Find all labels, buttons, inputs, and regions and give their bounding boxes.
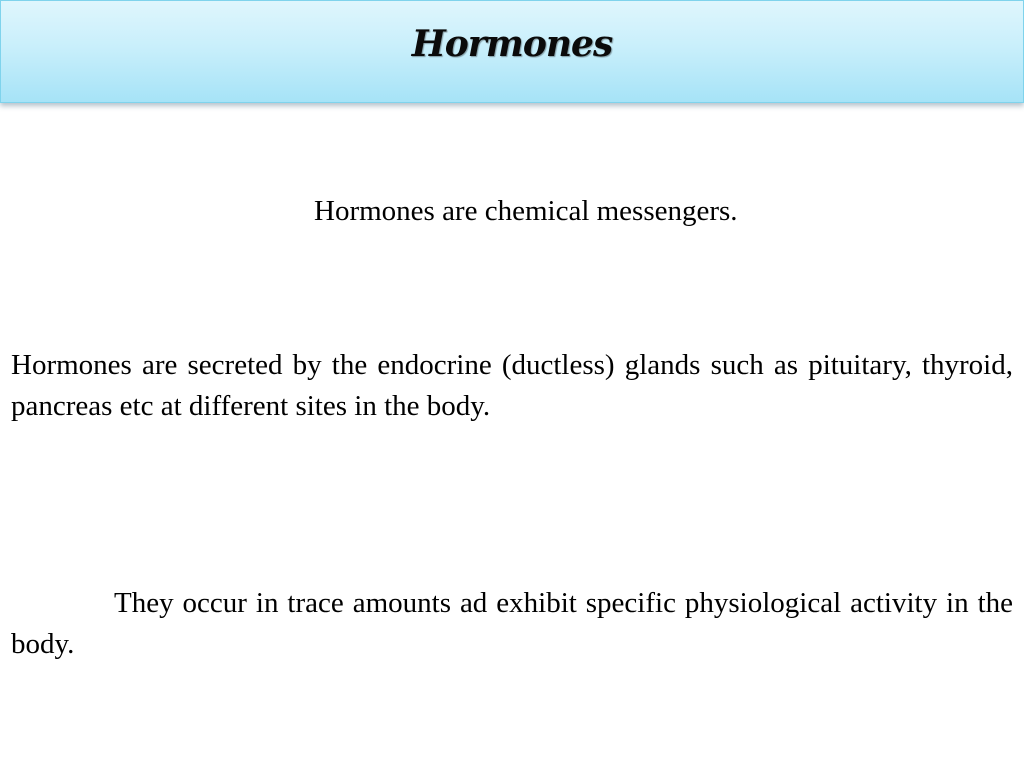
title-bar (0, 0, 1024, 103)
slide-title: Hormones (411, 23, 613, 65)
paragraph-activity: They occur in trace amounts ad exhibit specific physiological activity in the body. (11, 587, 1013, 660)
paragraph-definition: Hormones are chemical messengers. (314, 195, 738, 227)
paragraph-secretion: Hormones are secreted by the endocrine (ductless) glands such as pituitary, thyroid, pancreas etc at different sites in the body. (11, 349, 1013, 422)
